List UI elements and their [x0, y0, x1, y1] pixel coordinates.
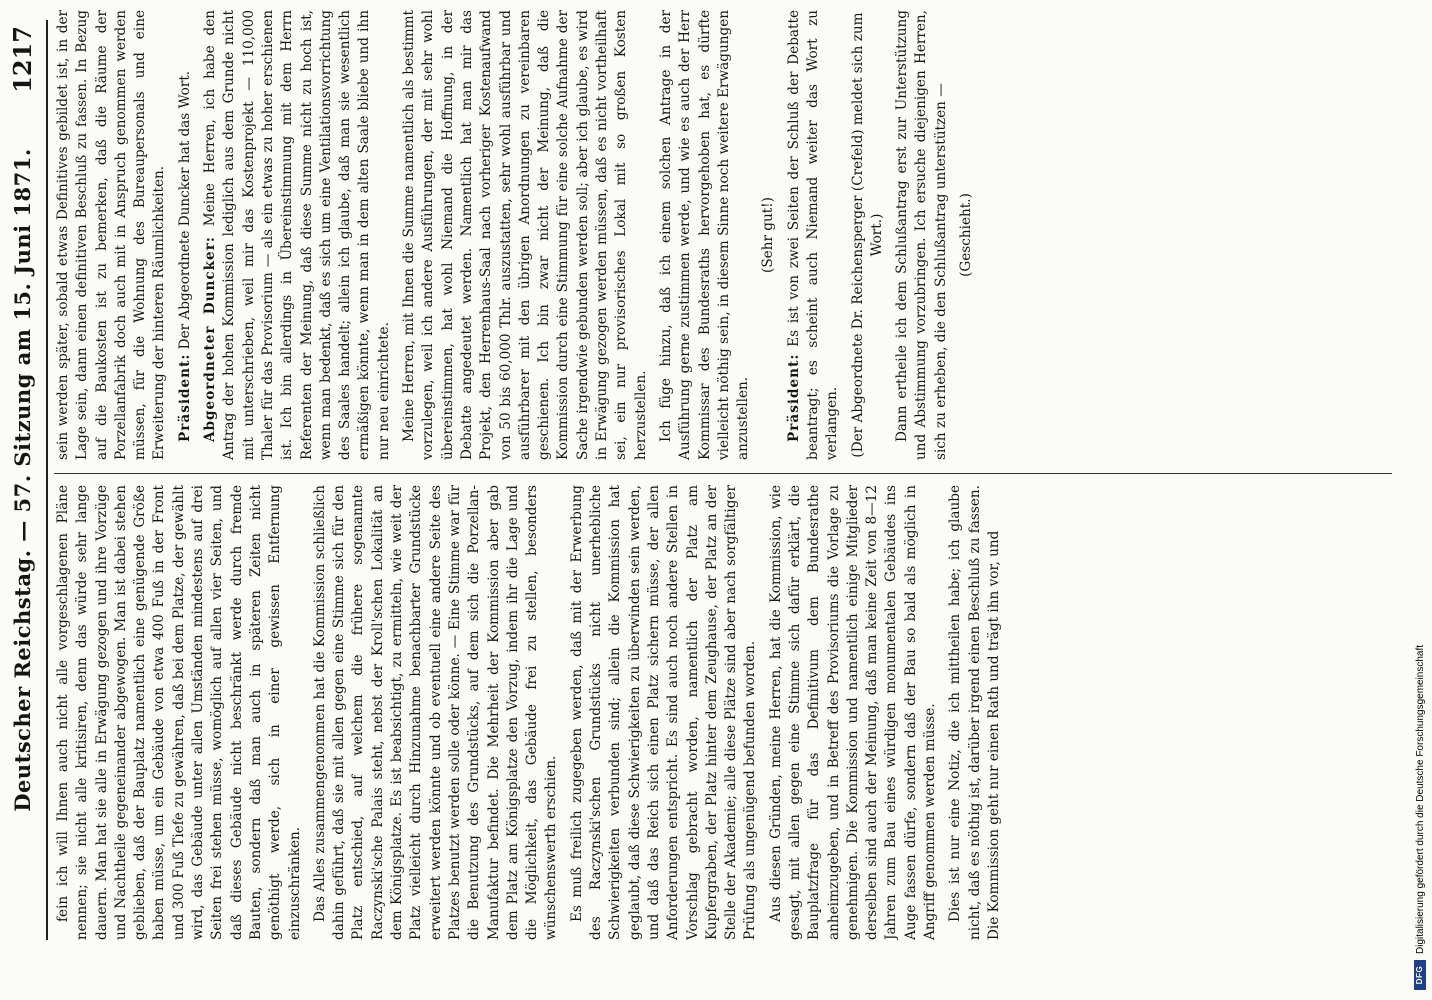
speech-text: Meine Herren, mit Ihnen die Summe namentlich als bestimmt vorzulegen, weil ich andere Ausführungen, der mit sehr wohl übereinstimmen, hat wohl Niemand die Hoffnung, in der Debatte angedeutet werden. Namentlich hat man mir das Projekt, den Herrenhaus-Saal nach vorheriger Kostenaufwand von 50 bis 60,000 Thlr. auszustatten, sehr wohl ausführbar und ausführbarer mit den übrigen Anordnungen zu vereinbaren geschienen. Ich bin zwar nicht der Meinung, daß die Kommission durch eine Stimmung für eine solche Aufnahme der Sache irgendwie gebunden werden soll; aber ich glaube, es wird in Erwägung gezogen werden müssen, daß es nicht vortheilhaft sei, ein nur provisorisches Lokal mit so großen Kosten herzustellen. — [401, 10, 649, 460]
paragraph: fein ich will Ihnen auch nicht alle vorgeschlagenen Pläne nennen; sie nicht alle kritisiren, denn das würde sehr lange dauern. Man hat sie alle in Erwägung gezogen und ihre Vorzüge und Nachtheile gegeneinander abgewogen. Man ist dabei stehen geblieben, daß der Bauplatz namentlich eine genügende Größe haben müsse, um ein Gebäude von etwa 400 Fuß in der Front und 300 Fuß Tiefe zu gewähren, daß bei dem Platze, der gewählt wird, das Gebäude unter allen Umständen mindestens auf drei Seiten frei stehen müsse, womöglich auf allen vier Seiten, und daß dieses Gebäude nicht beschränkt werde durch fremde Bauten, sondern daß man auch in späteren Zeiten nicht genöthigt werde, sich in einer gewissen Entfernung einzuschränken. — [55, 485, 303, 940]
speech-paragraph — [400, 10, 651, 460]
speech-text: Es ist von zwei Seiten der Schluß der Debatte beantragt; es scheint auch Niemand weiter das Wort zu verlangen. — [785, 10, 841, 460]
page-header — [4, 20, 44, 940]
page-number: 1217 — [8, 26, 37, 93]
speaker-label: Präsident: — [785, 353, 802, 442]
speaker-label: Präsident: — [176, 353, 193, 442]
speech-paragraph — [785, 10, 843, 460]
speech-text: Der Abgeordnete Duncker hat das Wort. — [176, 70, 193, 350]
paragraph: Es muß freilich zugegeben werden, daß mit der Erwerbung des Raczynski'schen Grundstücks nicht unerhebliche Schwierigkeiten verbunden sind; allein die Kommission hat geglaubt, daß diese Schwierigkeiten zu überwinden sein werden, und daß das Reich sich einen Platz sichern müsse, der allen Anforderungen entspricht. Es sind auch noch andere Stellen in Vorschlag gebracht worden, namentlich der Platz am Kupfergraben, der Platz hinter dem Zeughause, der Platz an der Stelle der Akademie; alle diese Plätze sind aber nach sorgfältiger Prüfung als ungenügend befunden worden. — [568, 485, 759, 940]
header-rule — [46, 20, 48, 940]
page-title: Deutscher Reichstag. — 57. Sitzung am 15. Juni 1871. — [10, 148, 35, 812]
speech-paragraph — [893, 10, 951, 460]
paragraph: Aus diesen Gründen, meine Herren, hat die Kommission, wie gesagt, mit allen gegen eine Stimme sich dafür erklärt, die Bauplatzfrage für das Definitivum dem Bundesrathe anheimzugeben, und in Betreff des Provisoriums die Vorlage zu genehmigen. Die Kommission und namentlich einige Mitglieder derselben sind auch der Meinung, daß man keine Zeit von 8—12 Jahren zum Bau eines würdigen monumentalen Gebäudes ins Auge fassen dürfe, sondern daß der Bau so bald als möglich in Angriff genommen werden müsse. — [767, 485, 939, 940]
stage-direction: (Sehr gut!) — [760, 197, 777, 273]
column-divider — [54, 473, 1392, 474]
stage-direction: (Der Abgeordnete Dr. Reichensperger (Crefeld) meldet sich zum Wort.) — [849, 12, 885, 458]
digitization-footer — [1414, 645, 1426, 990]
left-column — [54, 485, 1392, 940]
right-column-intro: sein werden später, sobald etwas Definitives gebildet ist, in der Lage sein, dann einen definitiven Beschluß zu fassen. In Bezug auf die Baukosten ist zu bemerken, daß die Räume der Porzellanfabrik doch auch mit in Anspruch genommen werden müssen, für die Wohnung des Bureaupersonals und eine Erweiterung der hinteren Räumlichkeiten. — [55, 10, 168, 460]
speech-paragraph — [176, 10, 195, 460]
speech-text: Ich füge hinzu, daß ich einem solchen Antrage in der Ausführung gerne zustimmen werde, und wie es auch der Herr Kommissar des Bundesraths hervorgehoben hat, es dürfte vielleicht nöthig sein, in diesem Sinne noch weitere Erwägungen anzustellen. — [657, 10, 752, 460]
stage-direction: (Geschieht.) — [958, 193, 975, 277]
paragraph: Das Alles zusammengenommen hat die Kommission schließlich dahin geführt, daß sie mit allen gegen eine Stimme sich für den Platz entschied, auf welchem die frühere sogenannte Raczynski'sche Palais steht, nebst der Kroll'schen Lokalität an dem Königsplatze. Es ist beabsichtigt, zu ermitteln, wie weit der Platz vielleicht durch Hinzunahme benachbarter Grundstücke erweitert werden könnte und ob eventuell eine andere Seite des Platzes benutzt werden solle oder könne. — Eine Stimme war für die Benutzung des Grundstücks, auf dem sich die Porzellan-Manufaktur befindet. Die Mehrheit der Kommission aber gab dem Platz am Königsplatze den Vorzug, indem ihr die Lage und die Möglichkeit, das Gebäude frei zu stellen, besonders wünschenswerth erschien. — [311, 485, 560, 940]
speech-text: Dann ertheile ich dem Schlußantrag erst zur Unterstützung und Abstimmung vorzubringen. Ich ersuche diejenigen Herren, sich zu erheben, die den Schlußantrag unterstützen — — [894, 10, 949, 460]
speech-text: Meine Herren, ich habe den Antrag der hohen Kommission lediglich aus dem Grunde nicht mit unterschrieben, weil mir das Kostenprojekt — 110,000 Thaler für das Provisorium — als ein etwas zu hoher erschienen ist. Ich bin allerdings in Übereinstimmung mit dem Herrn Referenten der Meinung, daß diese Summe nicht zu hoch ist, wenn man bedenkt, daß es sich um eine Ventilationsvorrichtung des Saales handelt; allein ich glaube, daß man sie wesentlich ermäßigen könnte, wenn man in dem alten Saale bliebe und ihn nur neu einrichtete. — [202, 10, 392, 460]
speaker-label: Abgeordneter Duncker: — [202, 236, 219, 442]
dfg-logo-icon: DFG — [1414, 960, 1426, 990]
paragraph: Dies ist nur eine Notiz, die ich mittheilen habe; ich glaube nicht, daß es nöthig ist, darüber irgend einen Beschluß zu fassen. Die Kommission geht nur einen Rath und trägt ihn vor, und — [947, 485, 1002, 940]
footer-text: Digitalisierung gefördert durch die Deutsche Forschungsgemeinschaft — [1414, 644, 1426, 954]
right-column — [54, 10, 1392, 460]
speech-paragraph — [201, 10, 394, 460]
speech-paragraph — [657, 10, 753, 460]
